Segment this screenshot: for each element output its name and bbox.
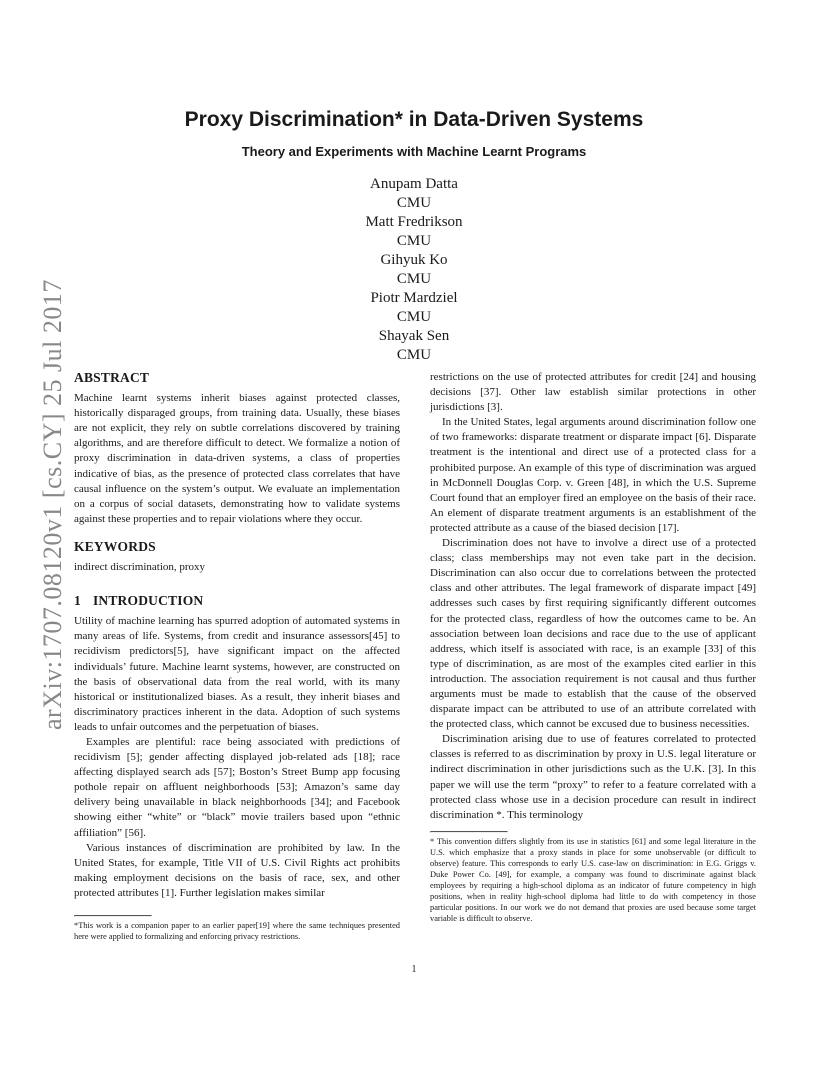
author-name: Shayak Sen xyxy=(378,328,450,344)
left-column xyxy=(74,370,400,942)
body-paragraph: Discrimination does not have to involve a direct use of a protected class; class memberships may not even take part in the decision. Discrimination can also occur due to correlations between the protected class and other attributes. The legal framework of disparate impact [49] addresses such cases by first requiring significantly different outcomes for the protected class, regardless of how the outcomes came to be. An association between loan decisions and race due to the use of applicant address, which itself is associated with race, is an example [33] of this type of discrimination, as are most of the examples cited earlier in this introduction. The association requirement is not causal and thus further arguments must be made to establish that the cause of the observed disparate impact can be attributed to use of an attribute correlated with the protected class, which cannot be excused due to business necessities. xyxy=(430,537,756,731)
introduction-heading xyxy=(74,593,400,608)
section-title: INTRODUCTION xyxy=(92,593,204,609)
keywords-text: indirect discrimination, proxy xyxy=(74,561,206,574)
body-paragraph: restrictions on the use of protected attributes for credit [24] and housing decisions [37]. Other law establish similar protections in other jurisdictions [3]. xyxy=(430,371,756,414)
keywords-heading: KEYWORDS xyxy=(74,538,156,554)
author-affiliation: CMU xyxy=(396,195,432,211)
right-column xyxy=(430,370,756,924)
author-affiliation: CMU xyxy=(396,347,432,363)
abstract-text: Machine learnt systems inherit biases against protected classes, historically disparaged groups, from training data. Usually, these biases are not explicit, they rely on subtle correlations discovered by training algorithms, and are therefore difficult to detect. We formalize a notion of proxy discrimination in data-driven systems, a class of properties indicative of bias, as the presence of protected class correlates that have causal influence on the system’s output. We evaluate an implementation on a corpus of social datasets, demonstrating how to validate systems against these properties and to repair violations where they occur. xyxy=(74,392,400,525)
body-paragraph: Discrimination arising due to use of features correlated to protected classes is referred to as discrimination by proxy in U.S. legal literature or indirect discrimination in other jurisdictions such as the U.K. [3]. In this paper we will use the term “proxy” to refer to a feature correlated with a protected class whose use in a decision procedure can result in indirect discrimination *. This terminology xyxy=(430,733,756,821)
footnote-right: * This convention differs slightly from its use in statistics [61] and some legal literature in the U.S. which emphasize that a proxy stands in place for some unobservable (or difficult to observe) feature. This corresponds to early U.S. case-law on discrimination: in E.G. Griggs v. Duke Power Co. [49], for example, a company was found to discriminate against black employees by requiring a high-school diploma as an indicator of future competency in high positions, when in reality high-school diploma had little to do with competency in those particular positions. In our work we do not demand that proxies are used because some target variable is difficult to observe. xyxy=(430,836,756,923)
arxiv-identifier: arXiv:1707.08120v1 [cs.CY] 25 Jul 2017 xyxy=(38,279,67,730)
author-block xyxy=(264,175,564,365)
author-name: Gihyuk Ko xyxy=(380,252,448,268)
section-number: 1 xyxy=(74,593,81,609)
author-affiliation: CMU xyxy=(396,271,432,287)
author-affiliation: CMU xyxy=(396,233,432,249)
author-name: Piotr Mardziel xyxy=(370,290,458,306)
abstract-heading: ABSTRACT xyxy=(74,370,150,385)
page-number: 1 xyxy=(411,964,417,975)
author-name: Matt Fredrikson xyxy=(365,214,463,230)
body-paragraph: In the United States, legal arguments around discrimination follow one of two frameworks: disparate treatment or disparate impact [6]. Disparate treatment is the intentional and direct use of a protected class for a prohibited purpose. An example of this type of discrimination was argued in McDonnell Douglas Corp. v. Green [48], in which the U.S. Supreme Court found that an employer fired an employee on the basis of their race. An element of disparate treatment arguments is an establishment of the protected attribute as a cause of the biased decision [17]. xyxy=(430,416,756,534)
author-affiliation: CMU xyxy=(396,309,432,325)
footnote-left: *This work is a companion paper to an earlier paper[19] where the same techniques presented here were applied to formalizing and enforcing privacy restrictions. xyxy=(74,921,400,941)
intro-paragraph: Utility of machine learning has spurred adoption of automated systems in many areas of life. Systems, from credit and insurance assessors[45] to recidivism predictors[5], have significant impact on the affected individuals’ future. Machine learnt systems, however, are constructed on the basis of observational data from the real world, with its many historical or institutionalized biases. As a result, they inherit biases and discriminatory practices inherent in the data. Adoption of such systems leads to unfair outcomes and the perpetuation of biases. xyxy=(74,615,400,733)
author-name: Anupam Datta xyxy=(370,176,458,192)
paper-subtitle: Theory and Experiments with Machine Learnt Programs xyxy=(241,144,587,159)
intro-paragraph: Various instances of discrimination are prohibited by law. In the United States, for example, Title VII of U.S. Civil Rights act prohibits making employment decisions on the basis of race, sex, and other protected attributes [1]. Further legislation makes similar xyxy=(74,841,400,899)
intro-paragraph: Examples are plentiful: race being associated with predictions of recidivism [5]; gender affecting displayed job-related ads [18]; race affecting displayed search ads [57]; Boston’s Street Bump app focusing pothole repair on affluent neighborhoods [53]; Amazon’s same day delivery being unavailable in black neighborhoods [34]; and Facebook showing either “white” or “black” movie trailers based upon “ethnic affiliation” [56]. xyxy=(74,735,400,839)
paper-title: Proxy Discrimination* in Data-Driven Systems xyxy=(184,108,644,131)
